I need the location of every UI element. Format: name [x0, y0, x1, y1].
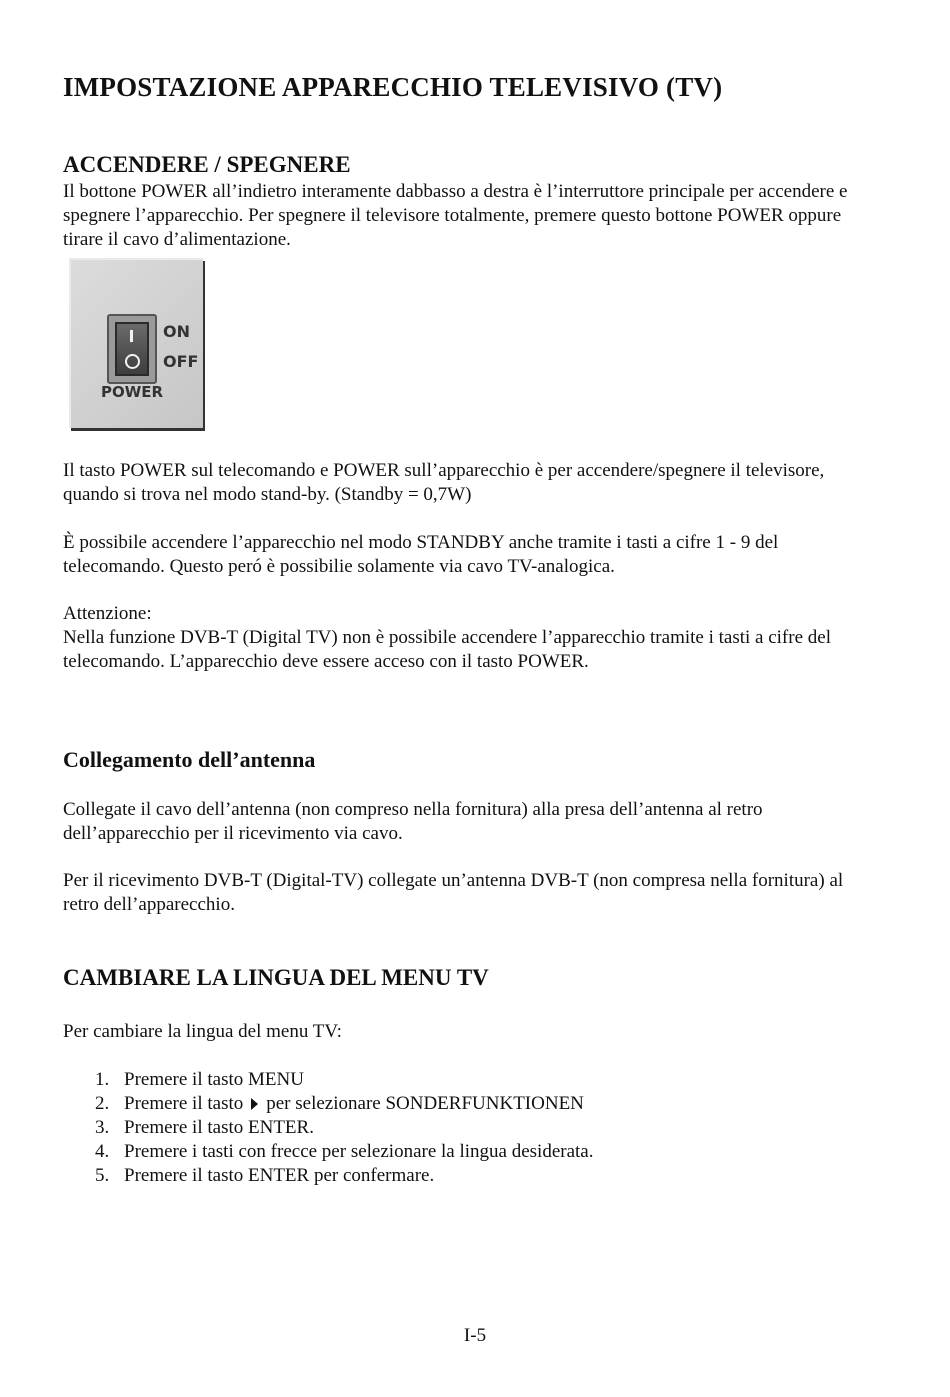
power-switch-image: [69, 258, 203, 428]
power-intro-text: Il bottone POWER all’indietro interamente dabbasso a destra è l’interruttore principale per accendere e spegnere l’apparecchio. Per spegnere il televisore totalmente, premere questo bottone POWER oppure tirare il cavo d’alimentazione.: [63, 181, 848, 250]
language-intro: Per cambiare la lingua del menu TV:: [63, 1021, 342, 1042]
switch-on-label: ON: [163, 322, 190, 341]
standby-text: Il tasto POWER sul telecomando e POWER sull’apparecchio è per accendere/spegnere il televisore, quando si trova nel modo stand-by. (Standby = 0,7W): [63, 460, 825, 505]
attention-text: Nella funzione DVB-T (Digital TV) non è possibile accendere l’apparecchio tramite i tasti a cifre del telecomando. L’apparecchio deve essere acceso con il tasto POWER.: [63, 627, 831, 672]
page-number: I-5: [463, 1325, 487, 1346]
digit-keys-text: È possibile accendere l’apparecchio nel modo STANDBY anche tramite i tasti a cifre 1 - 9 del telecomando. Questo peró è possibilie solamente via cavo TV-analogica.: [63, 532, 779, 577]
list-item: 5. Premere il tasto ENTER per confermare.: [95, 1165, 435, 1186]
switch-power-label: POWER: [101, 383, 164, 401]
page-title: IMPOSTAZIONE APPARECCHIO TELEVISIVO (TV): [63, 72, 723, 102]
attention-label: Attenzione:: [63, 603, 152, 624]
off-symbol-icon: [125, 354, 140, 369]
language-steps: [63, 1068, 863, 1188]
list-item: 4. Premere i tasti con frecce per selezionare la lingua desiderata.: [95, 1141, 594, 1162]
power-intro: [63, 180, 863, 252]
section-heading-power: ACCENDERE / SPEGNERE: [63, 152, 351, 177]
section-heading-language: CAMBIARE LA LINGUA DEL MENU TV: [63, 965, 489, 990]
antenna-cable-text: Collegate il cavo dell’antenna (non compreso nella fornitura) alla presa dell’antenna al retro dell’apparecchio per il ricevimento via cavo.: [63, 799, 763, 844]
list-item: 3. Premere il tasto ENTER.: [95, 1117, 314, 1138]
on-symbol-icon: [130, 330, 133, 342]
list-item: 1. Premere il tasto MENU: [95, 1069, 304, 1090]
section-heading-antenna: Collegamento dell’antenna: [63, 747, 316, 772]
right-triangle-icon: [251, 1098, 258, 1110]
switch-off-label: OFF: [163, 352, 199, 371]
rocker-switch-icon: [107, 314, 157, 384]
list-item: 2. Premere il tasto per selezionare SONDERFUNKTIONEN: [95, 1093, 584, 1114]
antenna-dvbt-text: Per il ricevimento DVB-T (Digital-TV) collegate un’antenna DVB-T (non compresa nella fornitura) al retro dell’apparecchio.: [63, 870, 844, 915]
section-power: [63, 152, 863, 178]
